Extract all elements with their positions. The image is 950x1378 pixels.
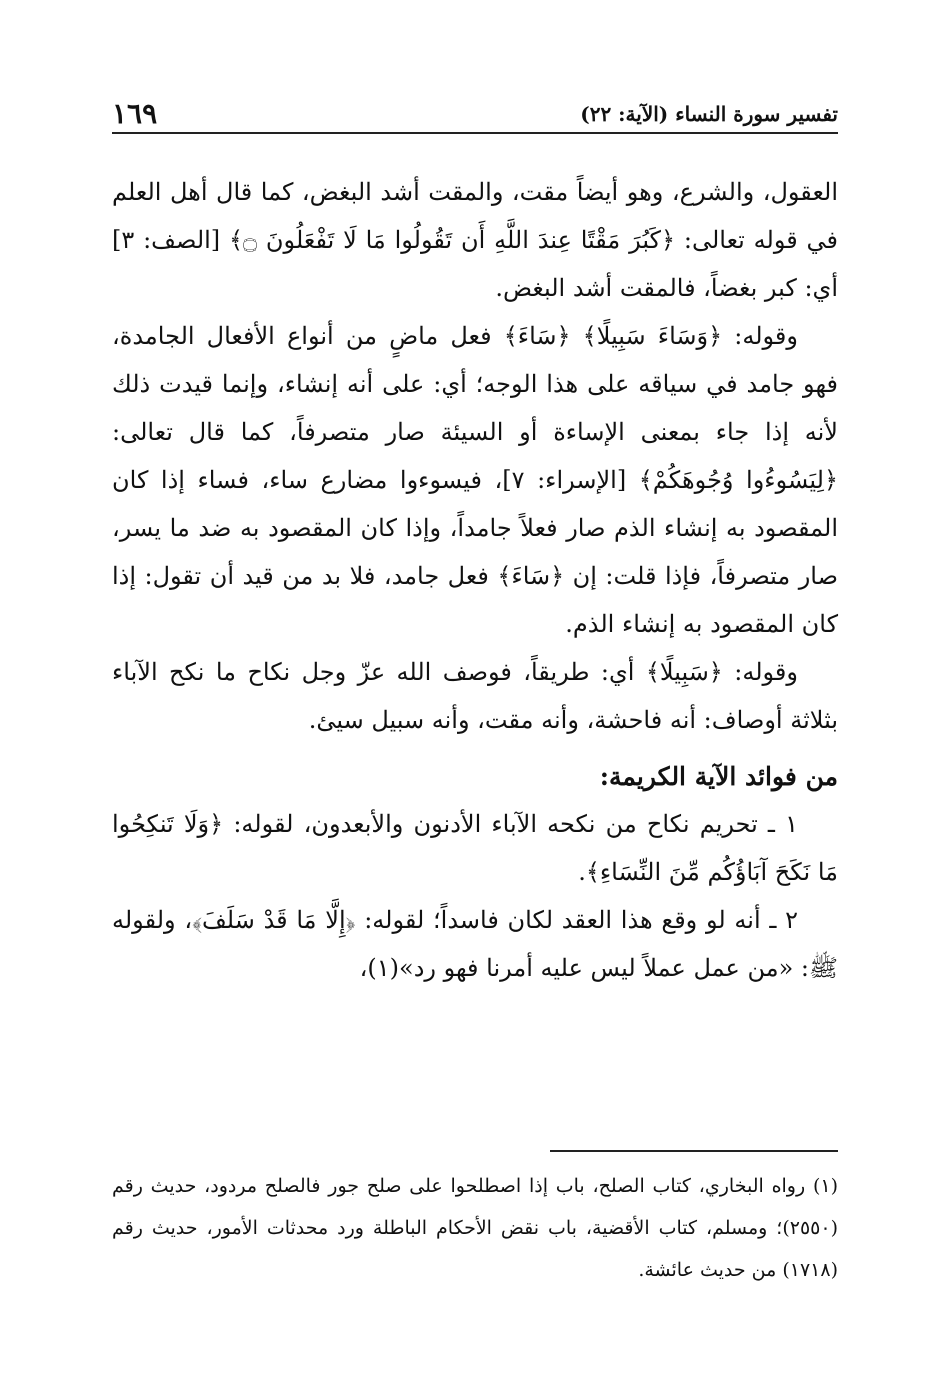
page-number: ١٦٩ — [112, 97, 158, 130]
footnote-divider — [550, 1150, 838, 1152]
main-text — [112, 168, 838, 992]
benefit-item: ١ ـ تحريم نكاح من نكحه الآباء الأدنون والأبعدون، لقوله: ﴿وَلَا تَنكِحُوا مَا نَكَحَ آبَاؤُكُم مِّنَ النِّسَاءِ﴾. — [112, 810, 838, 886]
paragraph: العقول، والشرع، وهو أيضاً مقت، والمقت أشد البغض، كما قال أهل العلم في قوله تعالى: ﴿كَبُرَ مَقْتًا عِندَ اللَّهِ أَن تَقُولُوا مَا لَا تَفْعَلُونَ ۝﴾ [الصف: ٣] أي: كبر بغضاً، فالمقت أشد البغض. — [112, 178, 838, 302]
benefit-item: ٢ ـ أنه لو وقع هذا العقد لكان فاسداً؛ لقوله: ﴿إِلَّا مَا قَدْ سَلَفَ﴾، ولقوله ﷺ: «من عمل عملاً ليس عليه أمرنا فهو رد»(١)، — [112, 906, 838, 982]
footnote: (١) رواه البخاري، كتاب الصلح، باب إذا اصطلحوا على صلح جور فالصلح مردود، حديث رقم (٢٥٥٠)؛ ومسلم، كتاب الأقضية، باب نقض الأحكام الباطلة ورد محدثات الأمور، حديث رقم (١٧١٨) من حديث عائشة. — [112, 1175, 838, 1281]
section-title: من فوائد الآية الكريمة: — [599, 762, 838, 791]
paragraph: وقوله: ﴿سَبِيلًا﴾ أي: طريقاً، فوصف الله عزّ وجل نكاح ما نكح الآباء بثلاثة أوصاف: أنه فاحشة، وأنه مقت، وأنه سبيل سيئ. — [112, 658, 838, 734]
running-title: تفسير سورة النساء (الآية: ٢٢) — [580, 102, 838, 126]
paragraph: وقوله: ﴿وَسَاءَ سَبِيلًا﴾ ﴿سَاءَ﴾ فعل ماضٍ من أنواع الأفعال الجامدة، فهو جامد في سياقه على هذا الوجه؛ أي: على أنه إنشاء، وإنما قيدت ذلك لأنه إذا جاء بمعنى الإساءة أو السيئة صار متصرفاً، كما قال تعالى: ﴿لِيَسُوءُوا وُجُوهَكُمْ﴾ [الإسراء: ٧]، فيسوءوا مضارع ساء، فساء إذا كان المقصود به إنشاء الذم صار فعلاً جامداً، وإذا كان المقصود به ضد ما يسر، صار متصرفاً، فإذا قلت: إن ﴿سَاءَ﴾ فعل جامد، فلا بد من قيد أن تقول: إذا كان المقصود به إنشاء الذم. — [112, 322, 838, 638]
footnotes — [112, 1165, 838, 1291]
page-header — [112, 92, 838, 134]
